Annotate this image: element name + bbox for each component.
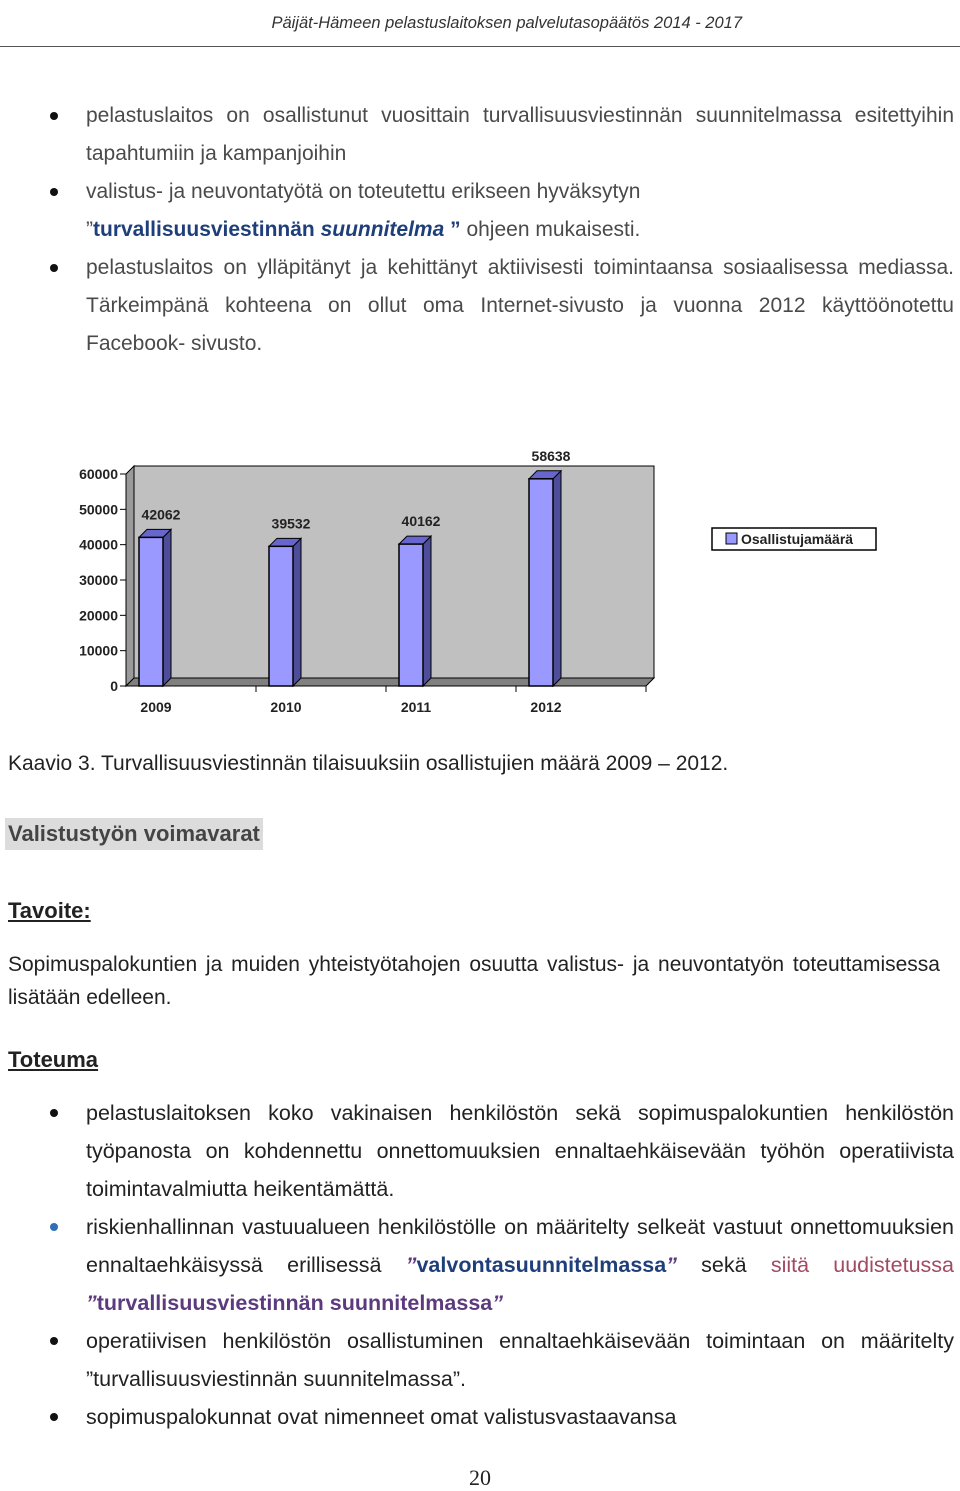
- page-number: 20: [469, 1465, 491, 1490]
- list-item-text: pelastuslaitos on osallistunut vuosittain turvallisuusviestinnän suunnitelmassa esitettyihin tapahtumiin ja kampanjoihin: [86, 104, 954, 165]
- list-item-text: pelastuslaitos on ylläpitänyt ja kehittänyt aktiivisesti toimintaansa sosiaalisessa mediassa. Tärkeimpänä kohteena on ollut oma Internet-sivusto ja vuonna 2012 käyttöönotettu Facebook- sivusto.: [86, 256, 954, 355]
- chart-caption: Kaavio 3. Turvallisuusviestinnän tilaisuuksiin osallistujien määrä 2009 – 2012.: [8, 752, 729, 775]
- bar-side: [423, 536, 431, 686]
- list-item: [0, 1094, 960, 1208]
- heading-tavoite: Tavoite:: [8, 898, 91, 923]
- bar: [139, 537, 163, 686]
- list-item-text-mid: sekä: [676, 1253, 771, 1277]
- bar: [399, 544, 423, 686]
- list-item: [0, 1322, 960, 1398]
- list-item-text-rose: siitä uudistetussa: [770, 1253, 954, 1277]
- bullet-icon: [50, 112, 58, 120]
- bar-side: [293, 538, 301, 686]
- list-item-text-post: ohjeen mukaisesti.: [460, 218, 641, 241]
- doc-name-viestinta: turvallisuusviestinnän suunnitelmassa: [96, 1291, 493, 1315]
- bullet-icon: [50, 188, 58, 196]
- list-item-text: operatiivisen henkilöstön osallistuminen ennaltaehkäisevään toimintaan on määritelty ”turvallisuusviestinnän suunnitelmassa”.: [86, 1329, 954, 1391]
- value-label: 40162: [401, 513, 441, 530]
- doc-name-valvonta: valvontasuunnitelmassa: [416, 1253, 667, 1277]
- y-tick-label: 0: [110, 678, 118, 694]
- list-item-text: [86, 173, 954, 249]
- tavoite-text: Sopimuspalokuntien ja muiden yhteistyötahojen osuutta valistus- ja neuvontatyön toteuttamisessa lisätään edelleen.: [8, 953, 940, 1009]
- doc-name-italic: suunnitelma: [320, 218, 445, 241]
- bar: [269, 546, 293, 686]
- x-tick-label: 2010: [270, 699, 302, 715]
- x-tick-label: 2011: [400, 699, 432, 715]
- bullet-icon: [50, 1337, 58, 1345]
- legend-label: Osallistujamäärä: [741, 531, 854, 547]
- quote-mark: ”: [86, 1291, 97, 1315]
- y-tick-label: 30000: [79, 572, 118, 588]
- participants-bar-chart: [0, 430, 960, 730]
- list-item-text: sopimuspalokunnat ovat nimenneet omat valistusvastaavansa: [86, 1405, 677, 1429]
- list-item-text: [86, 1208, 954, 1322]
- header-title: Päijät-Hämeen pelastuslaitoksen palvelutasopäätös 2014 - 2017: [271, 14, 742, 32]
- list-item: [0, 249, 960, 363]
- y-tick-label: 60000: [79, 466, 118, 482]
- value-label: 58638: [531, 447, 571, 464]
- chart-floor: [126, 678, 654, 686]
- chart-svg: [0, 430, 960, 730]
- y-tick-label: 50000: [79, 501, 118, 518]
- list-item: [0, 1208, 960, 1322]
- bar-side: [553, 471, 561, 686]
- quote-mark: ”: [492, 1291, 503, 1315]
- doc-name: turvallisuusviestinnän: [93, 218, 321, 241]
- page-header: [0, 0, 960, 47]
- legend-swatch: [726, 533, 737, 544]
- bullet-icon: [50, 1413, 58, 1421]
- toteuma-list: [0, 1094, 960, 1436]
- list-item: [0, 97, 960, 173]
- list-item: [0, 1398, 960, 1436]
- heading-toteuma: Toteuma: [8, 1047, 99, 1072]
- bullet-icon: [50, 264, 58, 272]
- y-tick-label: 40000: [79, 536, 118, 553]
- x-tick-label: 2012: [530, 699, 562, 715]
- value-label: 42062: [141, 506, 181, 523]
- list-item: [0, 173, 960, 249]
- quote-mark: ”: [86, 218, 93, 241]
- bullet-icon: [50, 1223, 58, 1231]
- list-item-text-pre: riskienhallinnan vastuualueen henkilöstölle on määritelty selkeät vastuut onnettomuuksien ennaltaehkäisyssä erillisessä: [86, 1215, 954, 1277]
- chart-back-wall: [134, 466, 654, 678]
- list-item-text-pre: valistus- ja neuvontatyötä on toteutettu erikseen hyväksytyn: [86, 180, 641, 203]
- bar: [529, 479, 553, 686]
- bullet-icon: [50, 1109, 58, 1117]
- y-tick-label: 10000: [79, 642, 118, 659]
- x-tick-label: 2009: [140, 699, 172, 715]
- chart-side-wall: [126, 466, 134, 686]
- quote-mark: ”: [444, 218, 461, 241]
- bar-side: [163, 529, 171, 686]
- value-label: 39532: [271, 515, 311, 532]
- section-heading-voimavarat: Valistustyön voimavarat: [5, 818, 263, 850]
- list-item-text: pelastuslaitoksen koko vakinaisen henkilöstön sekä sopimuspalokuntien henkilöstön työpanosta on kohdennettu onnettomuuksien ennaltaehkäisevään työhön operatiivista toimintavalmiutta heikentämättä.: [86, 1101, 954, 1201]
- quote-mark: ”: [405, 1253, 417, 1277]
- y-tick-label: 20000: [79, 607, 118, 624]
- achievements-list: [0, 97, 960, 363]
- quote-mark: ”: [666, 1253, 677, 1277]
